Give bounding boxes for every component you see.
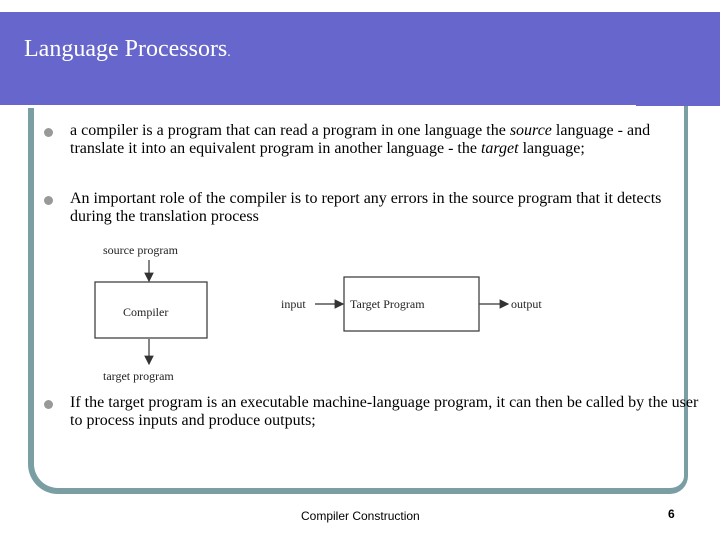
bullet-text: An important role of the compiler is to report any errors in the source program that it detects during the translation process [70, 190, 662, 225]
bullet-emphasis-target: target [480, 140, 519, 157]
bullet-emphasis-source: source [509, 122, 552, 139]
label-target-program-box: Target Program [350, 297, 425, 311]
bullet-dot [44, 196, 53, 205]
bullet-text: language - and translate it into an equivalent program in another language - the [70, 122, 651, 157]
bullet-compiler-definition [44, 122, 706, 158]
slide-frame-left [28, 60, 34, 460]
bullet-text: a compiler is a program that can read a program in one language the [70, 122, 510, 139]
slide-title [24, 36, 231, 63]
slide-title-text: Language Processors [24, 36, 228, 62]
label-input: input [281, 297, 306, 311]
footer-course: Compiler Construction [301, 509, 420, 523]
page-number: 6 [668, 507, 675, 521]
label-source-program: source program [103, 243, 178, 257]
bullet-text: language; [518, 140, 585, 157]
label-compiler: Compiler [123, 305, 169, 319]
label-target-program: target program [103, 369, 174, 383]
bullet-dot [44, 128, 53, 137]
label-output: output [511, 297, 542, 311]
bullet-text: If the target program is an executable machine-language program, it can then be called by the user to process inputs and produce outputs; [70, 394, 699, 429]
slide-title-dot: . [227, 45, 231, 60]
bullet-error-reporting [44, 190, 706, 226]
bullet-dot [44, 400, 53, 409]
compiler-diagram [85, 238, 545, 388]
header-underline [0, 105, 636, 108]
bullet-target-program [44, 394, 706, 430]
slide-header [0, 12, 720, 106]
